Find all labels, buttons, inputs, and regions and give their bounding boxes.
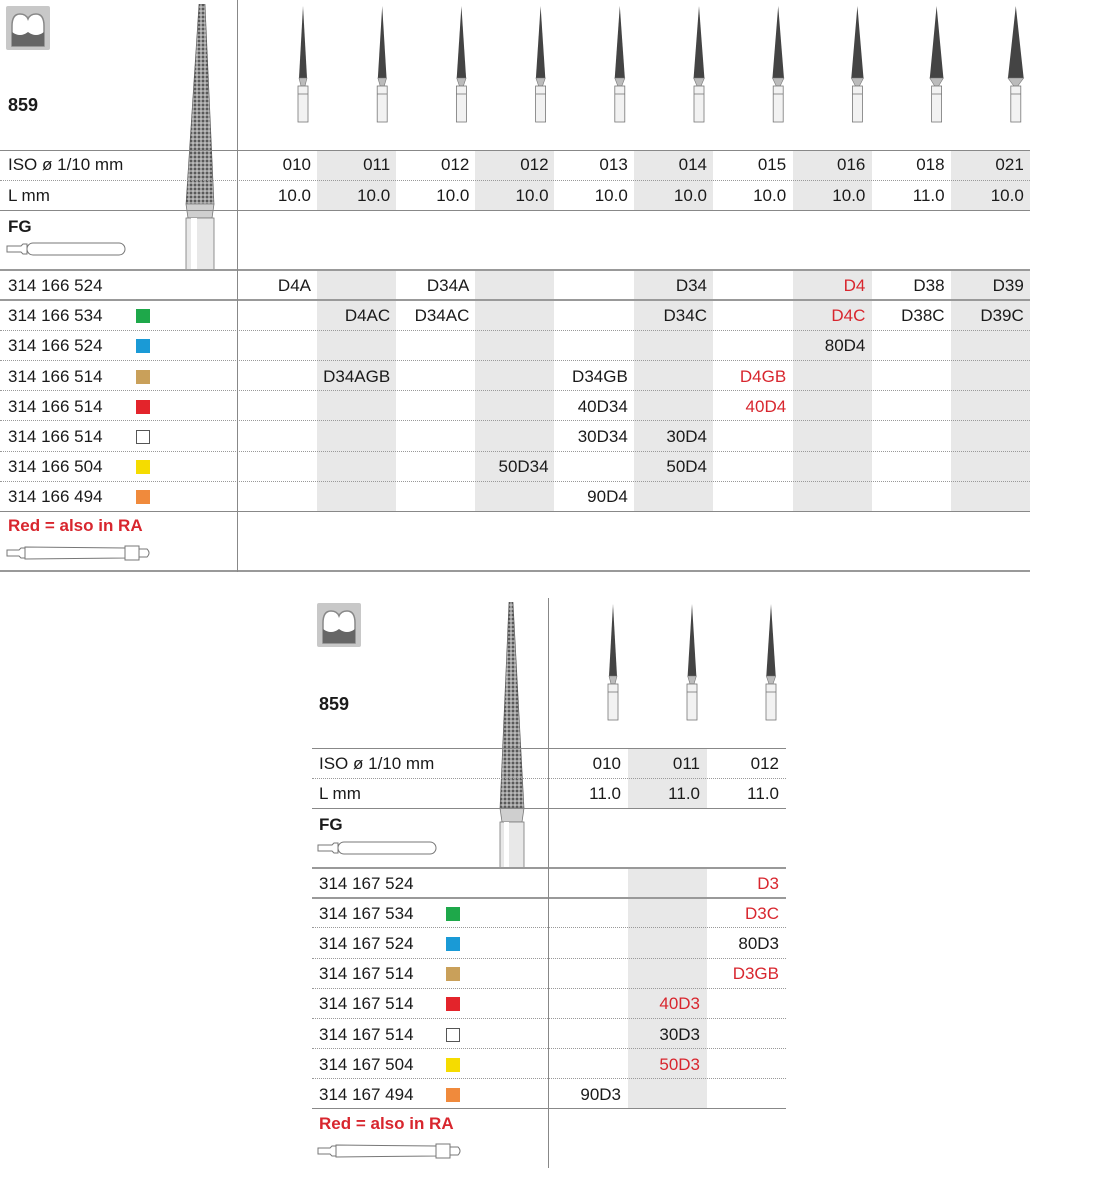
iso-value: 011 bbox=[363, 155, 391, 174]
article-value: 40D4 bbox=[745, 396, 787, 416]
iso-value: 012 bbox=[441, 155, 470, 174]
length-value: 10.0 bbox=[436, 186, 470, 205]
article-value: 50D34 bbox=[498, 457, 549, 477]
tooth-icon bbox=[6, 6, 50, 50]
bur-thumbnail bbox=[766, 604, 776, 720]
bur-thumbnail bbox=[930, 6, 944, 122]
article-code: 314 166 504 bbox=[8, 457, 103, 477]
length-value: 11.0 bbox=[668, 784, 700, 803]
color-ring-swatch bbox=[446, 907, 460, 921]
length-value: 10.0 bbox=[673, 186, 707, 205]
legend-text: Red = also in RA bbox=[319, 1114, 454, 1133]
article-value: 30D34 bbox=[577, 427, 628, 446]
article-value: 30D3 bbox=[659, 1024, 700, 1044]
article-value: 40D3 bbox=[659, 994, 700, 1014]
length-value: 10.0 bbox=[832, 186, 866, 205]
ra-shank-icon bbox=[5, 542, 155, 564]
article-code: 314 166 524 bbox=[8, 336, 103, 356]
article-value: D38 bbox=[913, 276, 945, 295]
article-value: D39 bbox=[992, 276, 1024, 295]
length-value: 11.0 bbox=[912, 186, 945, 205]
iso-value: 016 bbox=[837, 155, 866, 174]
article-value: D4GB bbox=[739, 366, 787, 386]
handpiece-label: FG bbox=[8, 217, 32, 236]
bur-thumbnail bbox=[687, 604, 697, 720]
color-ring-swatch bbox=[446, 997, 460, 1011]
length-value: 10.0 bbox=[990, 186, 1024, 205]
bur-thumbnail bbox=[456, 6, 466, 122]
bur-thumbnail bbox=[536, 6, 546, 122]
article-code: 314 166 514 bbox=[8, 366, 103, 386]
article-value: 80D3 bbox=[738, 934, 779, 954]
iso-value: 013 bbox=[599, 155, 628, 174]
bur-thumbnails bbox=[238, 0, 1030, 124]
article-code: 314 167 524 bbox=[319, 874, 414, 893]
bur-thumbnail bbox=[694, 6, 705, 122]
product-table-2 bbox=[312, 598, 786, 1168]
length-value: 10.0 bbox=[753, 186, 787, 205]
color-ring-swatch bbox=[136, 490, 150, 504]
article-value: D4 bbox=[843, 276, 866, 295]
article-code: 314 167 514 bbox=[319, 994, 414, 1014]
article-value: D3 bbox=[757, 874, 779, 893]
iso-value: 011 bbox=[672, 754, 700, 773]
iso-value: 015 bbox=[757, 155, 787, 174]
color-ring-swatch bbox=[136, 370, 150, 384]
bur-image-large bbox=[492, 602, 536, 868]
color-ring-swatch bbox=[136, 309, 150, 323]
color-ring-swatch bbox=[136, 339, 150, 353]
iso-value: 010 bbox=[592, 754, 621, 773]
length-label: L mm bbox=[319, 784, 361, 803]
length-value: 11.0 bbox=[747, 784, 779, 803]
article-value: 80D4 bbox=[824, 336, 866, 356]
color-ring-swatch bbox=[136, 460, 150, 474]
bur-thumbnail bbox=[772, 6, 784, 122]
color-ring-swatch bbox=[446, 1028, 460, 1042]
ra-shank-icon bbox=[316, 1140, 466, 1162]
article-value: 40D34 bbox=[577, 396, 628, 416]
handpiece-label: FG bbox=[319, 815, 343, 834]
article-code: 314 167 514 bbox=[319, 964, 414, 984]
article-code: 314 166 534 bbox=[8, 306, 103, 326]
length-value: 10.0 bbox=[594, 186, 628, 205]
product-table-1 bbox=[0, 0, 1030, 572]
article-value: D3GB bbox=[732, 964, 779, 984]
model-number: 859 bbox=[319, 694, 350, 714]
tooth-icon bbox=[317, 603, 361, 647]
article-value: D34A bbox=[426, 276, 470, 295]
article-code: 314 167 504 bbox=[319, 1054, 414, 1074]
article-code: 314 166 514 bbox=[8, 427, 103, 446]
color-ring-swatch bbox=[446, 1058, 460, 1072]
article-value: D34 bbox=[675, 276, 707, 295]
article-value: 50D3 bbox=[659, 1054, 700, 1074]
bur-thumbnail bbox=[851, 6, 863, 122]
article-value: D34C bbox=[663, 306, 707, 326]
iso-value: 012 bbox=[750, 754, 779, 773]
article-value: D38C bbox=[901, 306, 945, 326]
color-ring-swatch bbox=[136, 430, 150, 444]
article-value: D34AC bbox=[414, 306, 470, 326]
color-ring-swatch bbox=[446, 937, 460, 951]
length-label: L mm bbox=[8, 186, 50, 205]
fg-shank-icon bbox=[316, 839, 440, 857]
length-value: 10.0 bbox=[277, 186, 311, 205]
article-code: 314 166 494 bbox=[8, 487, 103, 507]
length-value: 11.0 bbox=[589, 784, 621, 803]
article-code: 314 166 514 bbox=[8, 396, 103, 416]
iso-label: ISO ø 1/10 mm bbox=[319, 754, 435, 773]
article-value: D4AC bbox=[344, 306, 391, 326]
length-value: 10.0 bbox=[515, 186, 549, 205]
article-value: 30D4 bbox=[666, 427, 707, 446]
color-ring-swatch bbox=[446, 967, 460, 981]
color-ring-swatch bbox=[136, 400, 150, 414]
article-value: D4C bbox=[831, 306, 866, 326]
bur-thumbnail bbox=[615, 6, 625, 122]
article-value: D4A bbox=[277, 276, 311, 295]
length-value: 10.0 bbox=[357, 186, 391, 205]
bur-thumbnail bbox=[608, 604, 618, 720]
bur-thumbnail bbox=[377, 6, 387, 122]
article-value: D34AGB bbox=[323, 366, 391, 386]
bur-thumbnails bbox=[549, 598, 786, 722]
bur-image-large bbox=[178, 4, 222, 270]
article-value: D39C bbox=[980, 306, 1024, 326]
article-code: 314 167 494 bbox=[319, 1084, 414, 1104]
article-code: 314 167 514 bbox=[319, 1024, 414, 1044]
article-value: 50D4 bbox=[666, 457, 707, 477]
model-number: 859 bbox=[8, 95, 39, 115]
bur-thumbnail bbox=[298, 6, 308, 122]
article-value: D3C bbox=[744, 904, 779, 924]
iso-value: 010 bbox=[282, 155, 311, 174]
article-value: D34GB bbox=[572, 366, 628, 386]
iso-value: 014 bbox=[678, 155, 707, 174]
article-code: 314 167 534 bbox=[319, 904, 414, 924]
legend-text: Red = also in RA bbox=[8, 516, 143, 535]
iso-value: 012 bbox=[520, 155, 549, 174]
fg-shank-icon bbox=[5, 240, 129, 258]
bur-thumbnail bbox=[1008, 6, 1024, 122]
article-code: 314 166 524 bbox=[8, 276, 103, 295]
iso-value: 021 bbox=[995, 155, 1024, 174]
article-code: 314 167 524 bbox=[319, 934, 414, 954]
color-ring-swatch bbox=[446, 1088, 460, 1102]
iso-label: ISO ø 1/10 mm bbox=[8, 155, 124, 174]
article-value: 90D4 bbox=[587, 487, 628, 507]
article-value: 90D3 bbox=[580, 1084, 621, 1104]
iso-value: 018 bbox=[916, 155, 945, 174]
